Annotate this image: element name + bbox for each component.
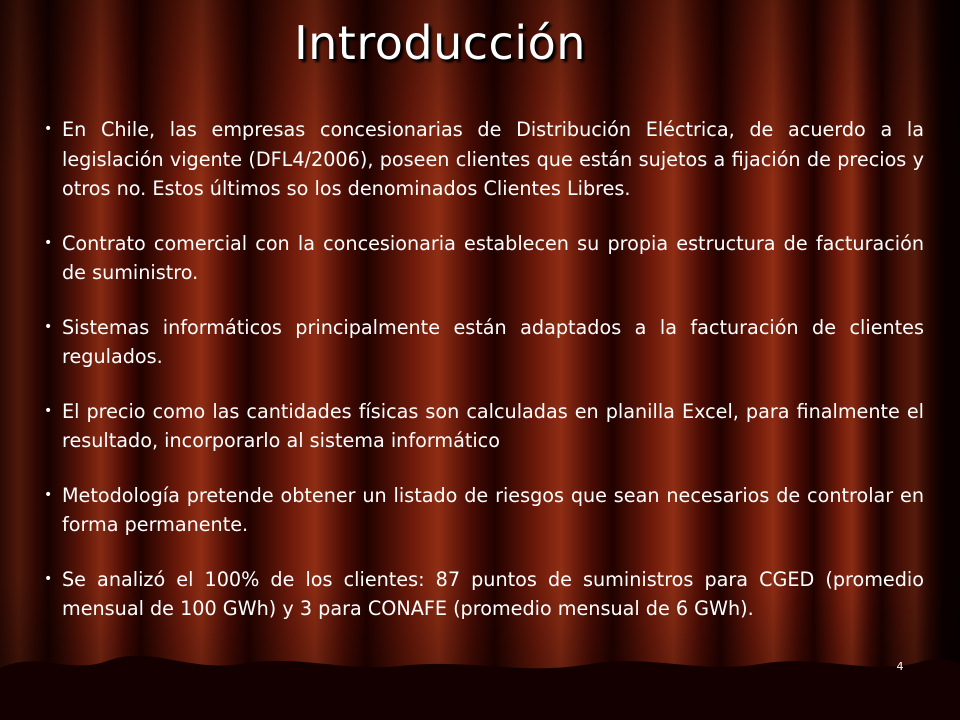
bullet-text: Sistemas informáticos principalmente están adaptados a la facturación de clientes regulados. [62, 315, 924, 368]
bullet-item [44, 115, 924, 204]
bullet-text: Se analizó el 100% de los clientes: 87 puntos de suministros para CGED (promedio mensual de 100 GWh) y 3 para CONAFE (promedio mensual de 6 GWh). [62, 567, 924, 620]
bullet-item [44, 313, 924, 372]
page-number: 4 [896, 660, 904, 673]
slide-title: Introducción [294, 16, 586, 70]
bullet-dot-icon: • [44, 570, 53, 587]
bullet-text: Metodología pretende obtener un listado de riesgos que sean necesarios de controlar en forma permanente. [62, 483, 924, 536]
bullet-item [44, 397, 924, 456]
bullet-dot-icon: • [44, 121, 53, 137]
bullet-text: Contrato comercial con la concesionaria establecen su propia estructura de facturación de suministro. [62, 231, 924, 284]
bullet-dot-icon: • [44, 486, 53, 503]
bullet-dot-icon: • [44, 402, 53, 419]
bullet-text: El precio como las cantidades físicas son calculadas en planilla Excel, para finalmente el resultado, incorporarlo al sistema informático [62, 399, 924, 452]
bullet-item [44, 565, 924, 624]
bullet-text: En Chile, las empresas concesionarias de Distribución Eléctrica, de acuerdo a la legislación vigente (DFL4/2006), poseen clientes que están sujetos a fijación de precios y otros no. Estos últimos so los denominados Clientes Libres. [62, 118, 924, 200]
bullet-item [44, 481, 924, 540]
bullet-item [44, 229, 924, 288]
bullet-dot-icon: • [44, 318, 53, 335]
bullet-list [44, 115, 924, 649]
bullet-dot-icon: • [44, 234, 53, 251]
